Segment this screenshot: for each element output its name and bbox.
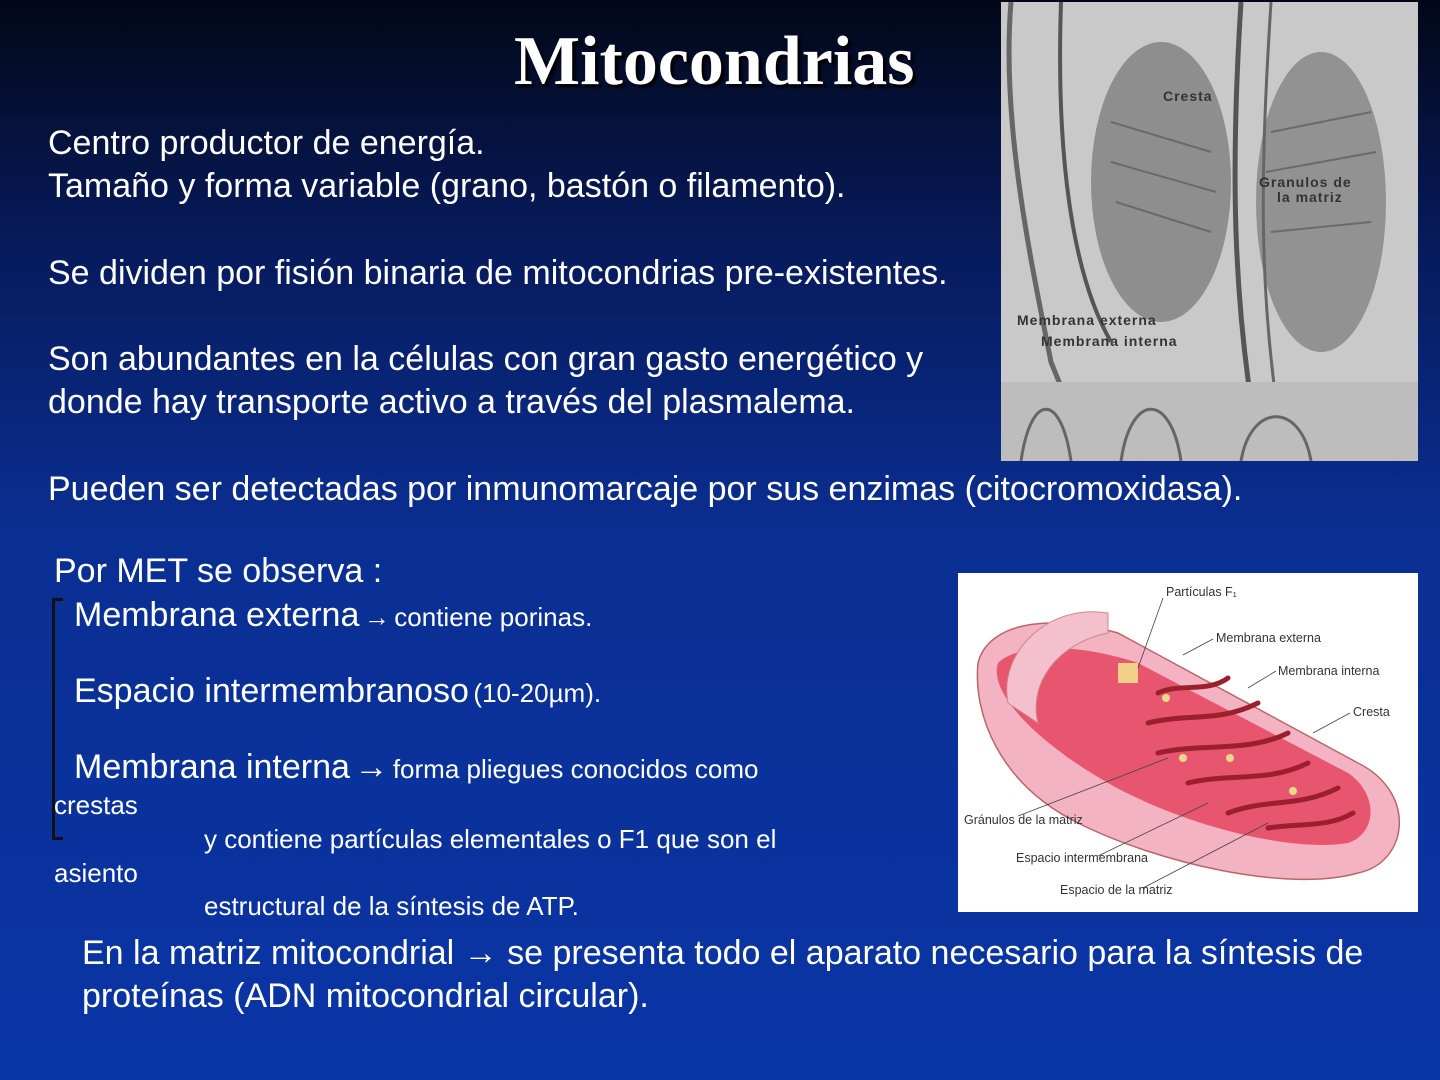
detail: (10-20µm). <box>473 678 602 708</box>
detail: contiene porinas. <box>394 602 593 632</box>
label-membrana-externa: Membrana externa <box>1216 631 1321 645</box>
label-espacio-intermembrana: Espacio intermembrana <box>1016 851 1149 865</box>
arrow-icon: → <box>354 748 389 786</box>
met-outer-membrane <box>74 594 592 637</box>
matrix-line-1: En la matriz mitocondrial → se presenta todo el aparato necesario para la síntesis de <box>82 934 1364 972</box>
text-energy-center: Centro productor de energía. <box>48 124 485 162</box>
label-interna: Membrana interna <box>1041 333 1178 349</box>
label: Espacio intermembranoso <box>74 672 469 710</box>
arrow-icon: → <box>363 602 390 632</box>
met-line-3: estructural de la síntesis de ATP. <box>204 891 579 921</box>
micrograph-drawing <box>1001 2 1418 461</box>
electron-micrograph <box>1001 2 1418 461</box>
slide-title: Mitocondrias <box>514 23 915 100</box>
label: Membrana interna <box>74 748 350 786</box>
matrix-line-2: proteínas (ADN mitocondrial circular). <box>82 977 649 1015</box>
text-abundance-1: Son abundantes en la células con gran gasto energético y <box>48 340 924 378</box>
text-size-shape: Tamaño y forma variable (grano, bastón o filamento). <box>48 167 846 205</box>
text-abundance-2: donde hay transporte activo a través del plasmalema. <box>48 383 856 421</box>
mitochondria-diagram <box>958 573 1418 912</box>
label-granulos-1: Granulos de <box>1259 174 1352 190</box>
label-granulos-2: la matriz <box>1277 189 1343 205</box>
met-line-2: y contiene partículas elementales o F1 que son el <box>204 824 777 854</box>
met-wrap-crestas: crestas <box>54 790 138 820</box>
met-intermembrane-space <box>74 670 601 713</box>
label-cresta: Cresta <box>1163 88 1213 104</box>
label-espacio-matriz: Espacio de la matriz <box>1060 883 1173 897</box>
text-fission: Se dividen por fisión binaria de mitocondrias pre-existentes. <box>48 254 948 292</box>
label-cresta: Cresta <box>1353 705 1390 719</box>
met-inner-membrane <box>74 746 758 789</box>
label-externa: Membrana externa <box>1017 312 1157 328</box>
label-particulas: Partículas F₁ <box>1166 585 1237 599</box>
text-detection: Pueden ser detectadas por inmunomarcaje por sus enzimas (citocromoxidasa). <box>48 470 1243 508</box>
label-membrana-interna: Membrana interna <box>1278 664 1380 678</box>
detail: forma pliegues conocidos como <box>392 754 759 784</box>
met-heading: Por MET se observa : <box>54 552 383 590</box>
label-granulos: Gránulos de la matriz <box>964 813 1083 827</box>
met-wrap-asiento: asiento <box>54 858 138 888</box>
label: Membrana externa <box>74 596 360 634</box>
